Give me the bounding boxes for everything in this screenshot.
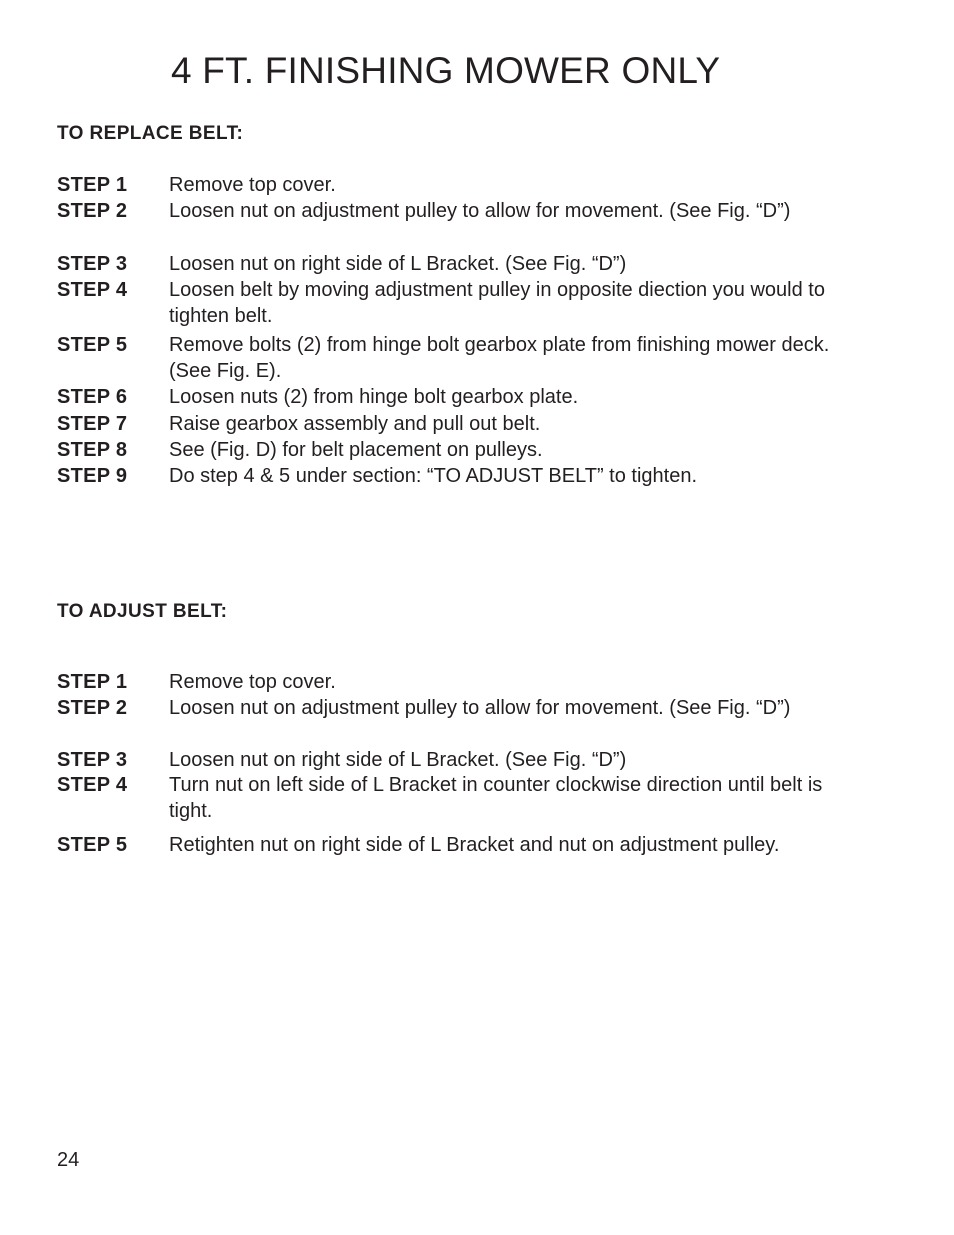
- step-text: Remove bolts (2) from hinge bolt gearbox plate from finishing mower deck. (See Fig. E).: [169, 334, 830, 382]
- step-label: STEP 1: [57, 174, 128, 196]
- step-label: STEP 9: [57, 465, 128, 487]
- step-text: Loosen nut on right side of L Bracket. (See Fig. “D”): [169, 749, 627, 771]
- step-text: Raise gearbox assembly and pull out belt.: [169, 413, 541, 435]
- adjust-belt-heading: TO ADJUST BELT:: [57, 601, 228, 622]
- step-label: STEP 5: [57, 334, 128, 356]
- step-label: STEP 6: [57, 386, 128, 408]
- step-label: STEP 4: [57, 279, 128, 301]
- step-text: Loosen belt by moving adjustment pulley in opposite diection you would to tighten belt.: [169, 279, 825, 327]
- step-text: Loosen nuts (2) from hinge bolt gearbox plate.: [169, 386, 579, 408]
- step-text: Remove top cover.: [169, 174, 336, 196]
- step-label: STEP 7: [57, 413, 128, 435]
- step-text: Loosen nut on adjustment pulley to allow for movement. (See Fig. “D”): [169, 200, 791, 222]
- step-label: STEP 1: [57, 671, 128, 693]
- step-text: See (Fig. D) for belt placement on pulleys.: [169, 439, 543, 461]
- step-label: STEP 2: [57, 200, 128, 222]
- step-text: Loosen nut on adjustment pulley to allow for movement. (See Fig. “D”): [169, 697, 791, 719]
- step-text: Retighten nut on right side of L Bracket and nut on adjustment pulley.: [169, 834, 780, 856]
- step-text: Do step 4 & 5 under section: “TO ADJUST BELT” to tighten.: [169, 465, 698, 487]
- page-title: 4 FT. FINISHING MOWER ONLY: [171, 50, 721, 91]
- step-label: STEP 5: [57, 834, 128, 856]
- step-label: STEP 4: [57, 774, 128, 796]
- step-label: STEP 8: [57, 439, 128, 461]
- step-text: Turn nut on left side of L Bracket in counter clockwise direction until belt is tight.: [169, 774, 823, 822]
- page-number: 24: [57, 1149, 80, 1171]
- step-label: STEP 2: [57, 697, 128, 719]
- step-label: STEP 3: [57, 253, 128, 275]
- step-text: Remove top cover.: [169, 671, 336, 693]
- step-label: STEP 3: [57, 749, 128, 771]
- step-text: Loosen nut on right side of L Bracket. (See Fig. “D”): [169, 253, 627, 275]
- replace-belt-heading: TO REPLACE BELT:: [57, 123, 244, 144]
